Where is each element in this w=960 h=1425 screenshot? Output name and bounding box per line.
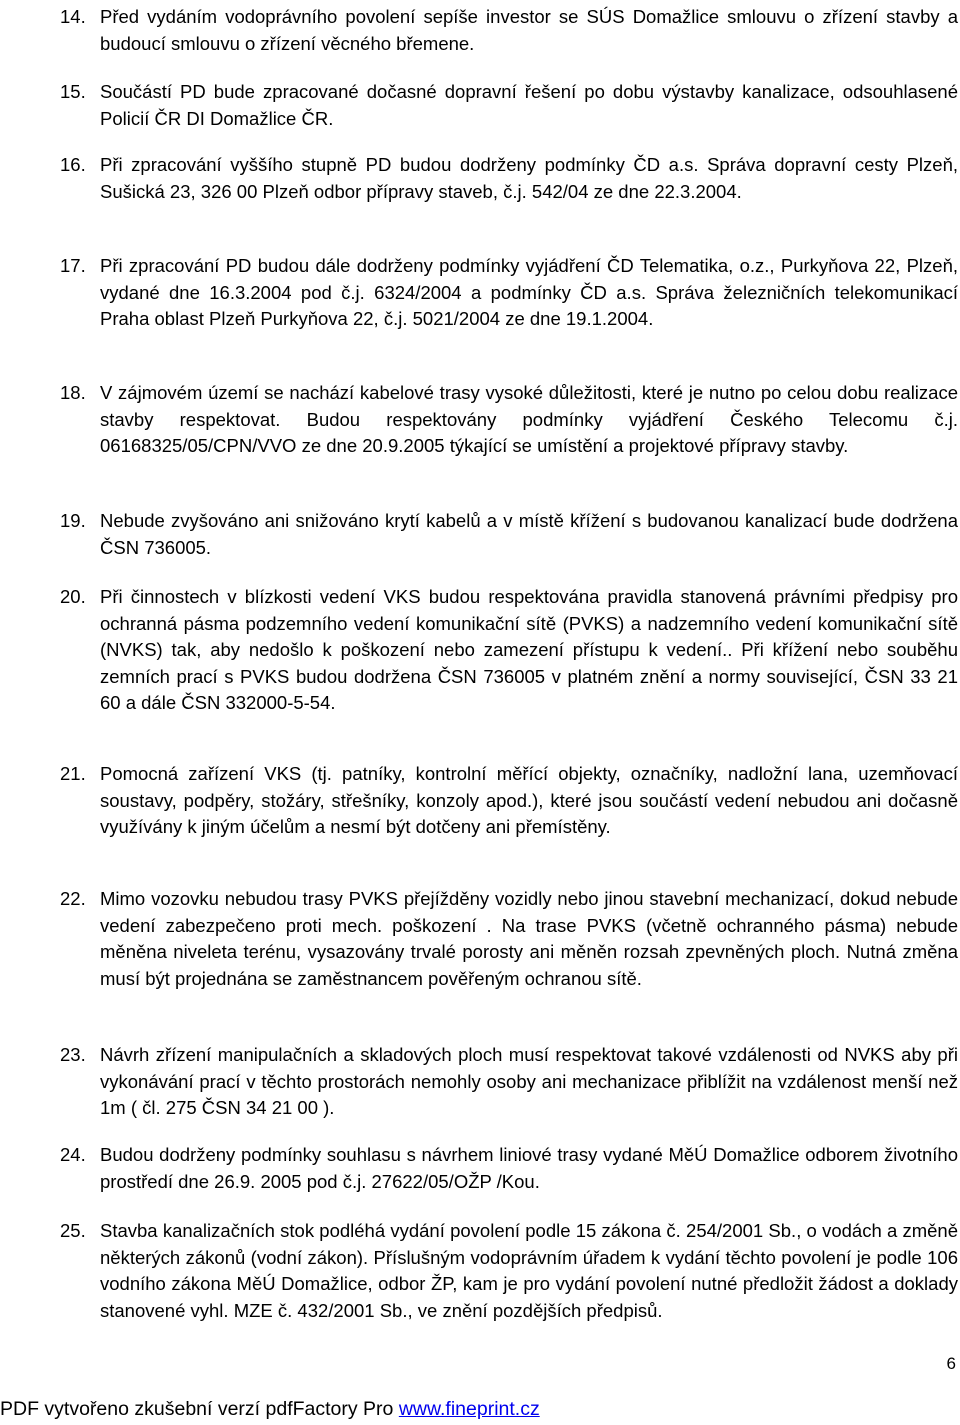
item-number: 21.: [60, 763, 86, 784]
item-text: Pomocná zařízení VKS (tj. patníky, kontrolní měřící objekty, označníky, nadložní lana, uzemňovací soustavy, podpěry, stožáry, střešníky, konzoly apod.), které jsou součástí vedení nebudou ani dočasně využívány k jiným účelům a nesmí být dotčeny ani přemístěny.: [100, 763, 958, 837]
item-number: 14.: [60, 6, 86, 27]
list-item: [60, 4, 960, 57]
item-text: Stavba kanalizačních stok podléhá vydání povolení podle 15 zákona č. 254/2001 Sb., o vodách a změně některých zákonů (vodní zákon). Příslušným vodoprávním úřadem k vydání těchto povolení je podle 106 vodního zákona MěÚ Domažlice, odbor ŽP, kam je pro vydání povolení nutné předložit žádost a doklady stanovené vyhl. MZE č. 432/2001 Sb., ve znění pozdějších předpisů.: [100, 1220, 958, 1321]
item-text: Návrh zřízení manipulačních a skladových ploch musí respektovat takové vzdálenosti od NVKS aby při vykonávání prací v těchto prostorách nemohly osoby ani mechanizace přiblížit na vzdálenost menší než 1m ( čl. 275 ČSN 34 21 00 ).: [100, 1044, 958, 1118]
item-text: V zájmovém území se nachází kabelové trasy vysoké důležitosti, které je nutno po celou dobu realizace stavby respektovat. Budou respektovány podmínky vyjádření Českého Telecomu č.j. 06168325/05/CPN/VVO ze dne 20.9.2005 týkající se umístění a projektové přípravy stavby.: [100, 382, 958, 456]
pdf-footer: [0, 1396, 540, 1422]
list-item: [60, 152, 960, 205]
page-number: 6: [946, 1354, 956, 1373]
item-number: 15.: [60, 81, 86, 102]
list-item: [60, 761, 960, 841]
item-number: 22.: [60, 888, 86, 909]
item-number: 19.: [60, 510, 86, 531]
list-item: [60, 1042, 960, 1122]
list-item: [60, 584, 960, 717]
footer-text: PDF vytvořeno zkušební verzí pdfFactory Pro: [0, 1398, 399, 1420]
item-number: 23.: [60, 1044, 86, 1065]
item-number: 20.: [60, 586, 86, 607]
item-number: 18.: [60, 382, 86, 403]
item-text: Součástí PD bude zpracované dočasné dopravní řešení po dobu výstavby kanalizace, odsouhlasené Policií ČR DI Domažlice ČR.: [100, 81, 958, 129]
item-text: Mimo vozovku nebudou trasy PVKS přejížděny vozidly nebo jinou stavební mechanizací, dokud nebude vedení zabezpečeno proti mech. poškození . Na trase PVKS (včetně ochranného pásma) nebude měněna niveleta terénu, vysazovány trvalé porosty ani měněn rozsah zpevněných ploch. Nutná změna musí být projednána se zaměstnancem pověřeným ochranou sítě.: [100, 888, 958, 989]
list-item: [60, 380, 960, 460]
list-item: [60, 253, 960, 333]
list-item: [60, 79, 960, 132]
item-number: 16.: [60, 154, 86, 175]
item-number: 17.: [60, 255, 86, 276]
item-number: 24.: [60, 1144, 86, 1165]
item-text: Před vydáním vodoprávního povolení sepíše investor se SÚS Domažlice smlouvu o zřízení stavby a budoucí smlouvu o zřízení věcného břemene.: [100, 6, 958, 54]
item-text: Při zpracování PD budou dále dodrženy podmínky vyjádření ČD Telematika, o.z., Purkyňova 22, Plzeň, vydané dne 16.3.2004 pod č.j. 6324/2004 a podmínky ČD a.s. Správa železničních telekomunikací Praha oblast Plzeň Purkyňova 22, č.j. 5021/2004 ze dne 19.1.2004.: [100, 255, 958, 329]
list-item: [60, 886, 960, 992]
list-item: [60, 1142, 960, 1195]
item-text: Při činnostech v blízkosti vedení VKS budou respektována pravidla stanovená právními předpisy pro ochranná pásma podzemního vedení komunikační sítě (PVKS) a nadzemního vedení komunikační sítě (NVKS) tak, aby nedošlo k poškození nebo zamezení přístupu k vedení.. Při křížení nebo souběhu zemních prací s PVKS budou dodržena ČSN 736005 v platném znění a normy související, ČSN 33 21 60 a dále ČSN 332000-5-54.: [100, 586, 958, 713]
item-number: 25.: [60, 1220, 86, 1241]
item-text: Budou dodrženy podmínky souhlasu s návrhem liniové trasy vydané MěÚ Domažlice odborem životního prostředí dne 26.9. 2005 pod č.j. 27622/05/OŽP /Kou.: [100, 1144, 958, 1192]
item-text: Nebude zvyšováno ani snižováno krytí kabelů a v místě křížení s budovanou kanalizací bude dodržena ČSN 736005.: [100, 510, 958, 558]
footer-link[interactable]: www.fineprint.cz: [398, 1398, 540, 1420]
list-item: [60, 1218, 960, 1324]
item-text: Při zpracování vyššího stupně PD budou dodrženy podmínky ČD a.s. Správa dopravní cesty Plzeň, Sušická 23, 326 00 Plzeň odbor přípravy staveb, č.j. 542/04 ze dne 22.3.2004.: [100, 154, 958, 202]
list-item: [60, 508, 960, 561]
